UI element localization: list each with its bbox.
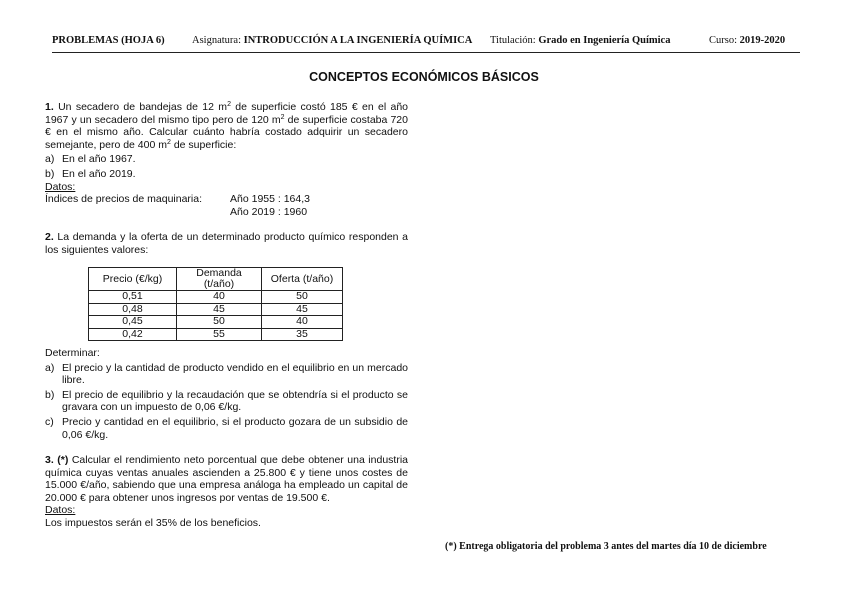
list-item: b) En el año 2019. bbox=[45, 167, 136, 180]
datos-text: Los impuestos serán el 35% de los beneficios. bbox=[45, 516, 261, 529]
sheet-label: PROBLEMAS (HOJA 6) bbox=[52, 35, 165, 46]
delivery-note: (*) Entrega obligatoria del problema 3 antes del martes día 10 de diciembre bbox=[445, 541, 767, 552]
table-row bbox=[89, 316, 343, 329]
table-cell: 50 bbox=[262, 291, 343, 304]
list-item: a) El precio y la cantidad de producto vendido en el equilibrio en un mercado libre. bbox=[45, 361, 408, 387]
table-row bbox=[89, 291, 343, 304]
column-header: Precio (€/kg) bbox=[89, 268, 177, 291]
page-header bbox=[52, 35, 800, 51]
table-row bbox=[89, 303, 343, 316]
datos-label: Datos: bbox=[45, 180, 76, 193]
table-cell: 55 bbox=[177, 328, 262, 341]
supply-demand-table bbox=[88, 267, 343, 341]
datos-label: Datos: bbox=[45, 504, 76, 517]
table-cell: 0,48 bbox=[89, 303, 177, 316]
problem-3 bbox=[45, 454, 408, 530]
degree: Titulación: Grado en Ingeniería Química bbox=[490, 35, 671, 46]
index-value: Año 2019 : 1960 bbox=[230, 206, 308, 219]
table-cell: 45 bbox=[177, 303, 262, 316]
list-item: c) Precio y cantidad en el equilibrio, si el producto gozara de un subsidio de 0,06 €/kg. bbox=[45, 415, 408, 441]
table-cell: 45 bbox=[262, 303, 343, 316]
price-index-data bbox=[45, 193, 408, 219]
list-item: a) En el año 1967. bbox=[45, 153, 136, 166]
problem-1 bbox=[45, 101, 408, 219]
column-header: Oferta (t/año) bbox=[262, 268, 343, 291]
problem-1-statement: 1. Un secadero de bandejas de 12 $m^2$ de superficie costó 185 € en el año 1967 y un secadero del mismo tipo pero de 120 $m^2$ de superficie costaba 720 € en el mismo año. Calcular cuánto habría costado adquirir un secadero semejante, pero de 400 $m^2$ de superficie: bbox=[45, 101, 408, 151]
page-title: CONCEPTOS ECONÓMICOS BÁSICOS bbox=[309, 70, 539, 84]
problem-2-questions bbox=[45, 347, 408, 441]
table-cell: 0,42 bbox=[89, 328, 177, 341]
table-header-row bbox=[89, 268, 343, 291]
determinar-label: Determinar: bbox=[45, 347, 100, 359]
table-cell: 50 bbox=[177, 316, 262, 329]
table-cell: 35 bbox=[262, 328, 343, 341]
table-cell: 0,45 bbox=[89, 316, 177, 329]
list-item: b) El precio de equilibrio y la recaudación que se obtendría si el producto se gravara con un impuesto de 0,06 €/kg. bbox=[45, 388, 408, 414]
course-year: Curso: 2019-2020 bbox=[709, 35, 786, 46]
table-cell: 40 bbox=[177, 291, 262, 304]
table-row bbox=[89, 328, 343, 341]
subject: Asignatura: INTRODUCCIÓN A LA INGENIERÍA QUÍMICA bbox=[192, 35, 473, 46]
problem-3-statement: 3. (*) Calcular el rendimiento neto porcentual que debe obtener una industria química cuyas ventas anuales ascienden a 25.800 € y tiene unos costes de 15.000 €/año, sabiendo que una empresa análoga ha empleado un capital de 20.000 € para obtener unos ingresos por ventas de 19.500 €. bbox=[45, 454, 408, 504]
problem-2-statement: 2. La demanda y la oferta de un determinado producto químico responden a los siguientes valores: bbox=[45, 231, 408, 256]
header-divider bbox=[52, 52, 800, 53]
table-cell: 0,51 bbox=[89, 291, 177, 304]
column-header: Demanda (t/año) bbox=[177, 268, 262, 291]
index-value: Año 1955 : 164,3 bbox=[230, 193, 310, 206]
table-cell: 40 bbox=[262, 316, 343, 329]
index-label: Índices de precios de maquinaria: bbox=[45, 193, 203, 206]
